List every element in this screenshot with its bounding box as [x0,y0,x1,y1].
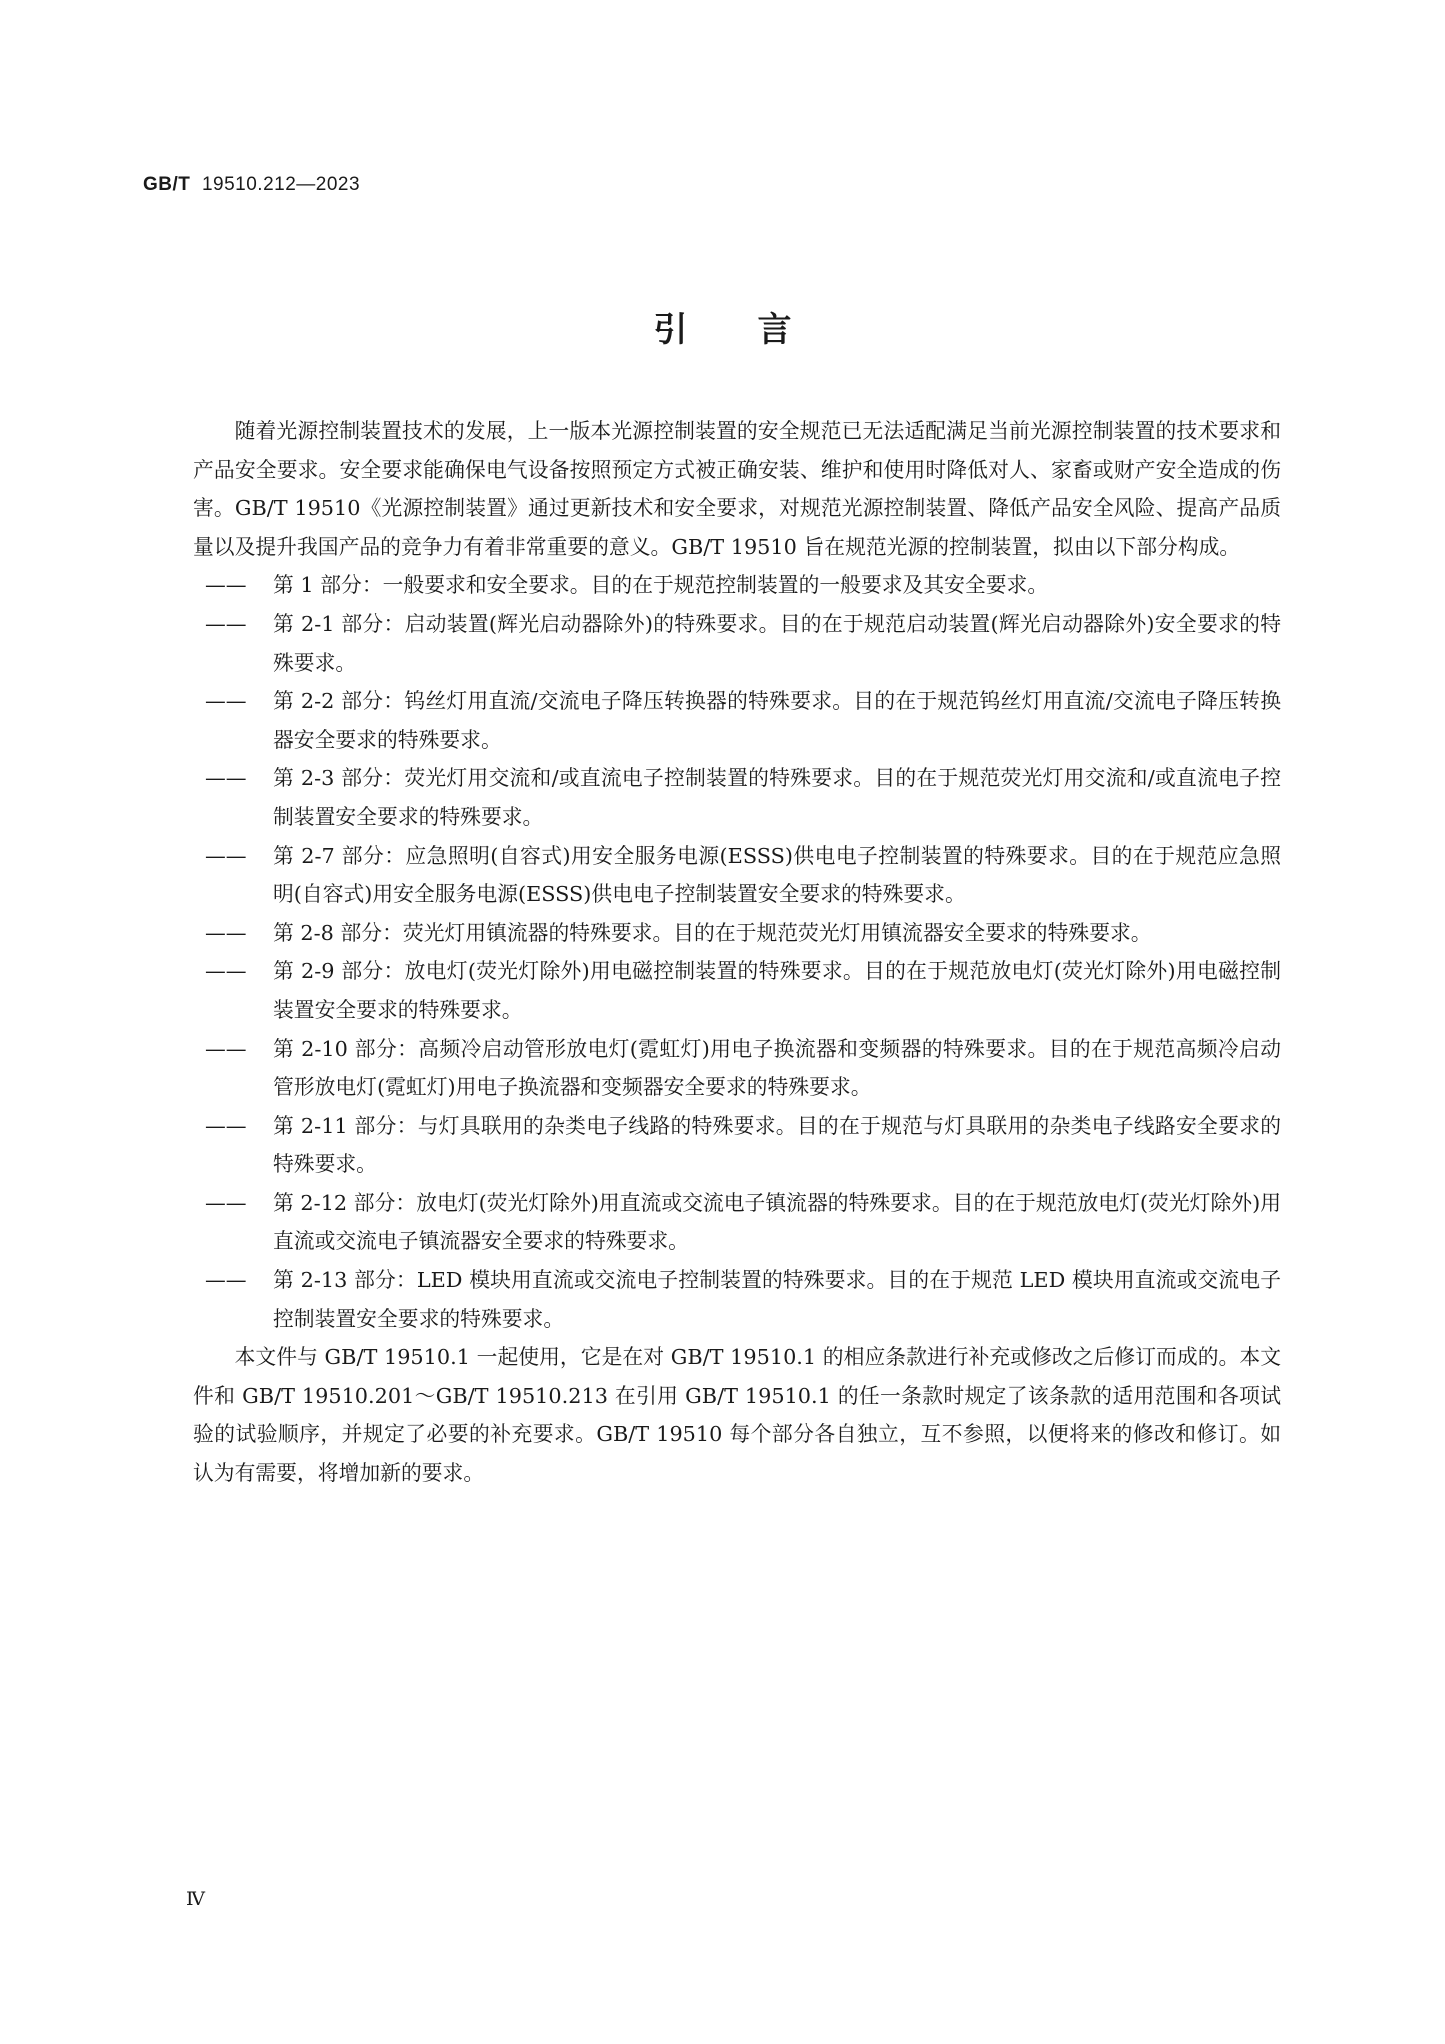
dash-marker: —— [205,843,247,868]
intro-paragraph: 随着光源控制装置技术的发展，上一版本光源控制装置的安全规范已无法适配满足当前光源控制装置的技术要求和产品安全要求。安全要求能确保电气设备按照预定方式被正确安装、维护和使用时降低对人、家畜或财产安全造成的伤害。GB/T 19510《光源控制装置》通过更新技术和安全要求，对规范光源控制装置、降低产品安全风险、提高产品质量以及提升我国产品的竞争力有着非常重要的意义。GB/T 19510 旨在规范光源的控制装置，拟由以下部分构成。 [193,419,1281,559]
part-text: 第 2-10 部分：高频冷启动管形放电灯(霓虹灯)用电子换流器和变频器的特殊要求。目的在于规范高频冷启动管形放电灯(霓虹灯)用电子换流器和变频器安全要求的特殊要求。 [273,1036,1281,1100]
part-text: 第 2-2 部分：钨丝灯用直流/交流电子降压转换器的特殊要求。目的在于规范钨丝灯用直流/交流电子降压转换器安全要求的特殊要求。 [273,689,1281,752]
list-item [205,1184,1281,1261]
closing-paragraph: 本文件与 GB/T 19510.1 一起使用，它是在对 GB/T 19510.1 的相应条款进行补充或修改之后修订而成的。本文件和 GB/T 19510.201～GB/T 19510.213 在引用 GB/T 19510.1 的任一条款时规定了该条款的适用范围和各项试验的试验顺序，并规定了必要的补充要求。GB/T 19510 每个部分各自独立，互不参照，以便将来的修改和修订。如认为有需要，将增加新的要求。 [193,1345,1281,1486]
standard-code-number: 19510.212—2023 [201,174,361,195]
part-text: 第 2-8 部分：荧光灯用镇流器的特殊要求。目的在于规范荧光灯用镇流器安全要求的特殊要求。 [273,920,1152,945]
dash-marker: —— [205,573,247,598]
list-item [205,952,1281,1029]
part-text: 第 2-13 部分：LED 模块用直流或交流电子控制装置的特殊要求。目的在于规范 LED 模块用直流或交流电子控制装置安全要求的特殊要求。 [273,1268,1281,1331]
dash-marker: —— [205,959,247,984]
list-item [205,914,1281,953]
dash-marker: —— [205,1190,247,1215]
page-title: 引言 [653,310,862,350]
part-text: 第 2-3 部分：荧光灯用交流和/或直流电子控制装置的特殊要求。目的在于规范荧光灯用交流和/或直流电子控制装置安全要求的特殊要求。 [273,766,1281,829]
part-text: 第 2-11 部分：与灯具联用的杂类电子线路的特殊要求。目的在于规范与灯具联用的杂类电子线路安全要求的特殊要求。 [273,1113,1281,1177]
standard-code [143,174,360,196]
part-text: 第 2-1 部分：启动装置(辉光启动器除外)的特殊要求。目的在于规范启动装置(辉光启动器除外)安全要求的特殊要求。 [273,611,1281,675]
list-item [205,605,1281,682]
part-text: 第 1 部分：一般要求和安全要求。目的在于规范控制装置的一般要求及其安全要求。 [273,573,1049,598]
dash-marker: —— [205,766,247,791]
standard-code-prefix: GB/T [143,174,191,195]
list-item [205,759,1281,836]
part-text: 第 2-9 部分：放电灯(荧光灯除外)用电磁控制装置的特殊要求。目的在于规范放电灯(荧光灯除外)用电磁控制装置安全要求的特殊要求。 [273,959,1281,1022]
list-item [205,1030,1281,1107]
dash-marker: —— [205,1268,247,1293]
dash-marker: —— [205,611,247,636]
parts-list [193,566,1281,1338]
list-item [205,682,1281,759]
dash-marker: —— [205,1036,247,1061]
page-number: Ⅳ [186,1888,205,1910]
list-item [205,1261,1281,1338]
list-item [205,1107,1281,1184]
dash-marker: —— [205,920,247,945]
dash-marker: —— [205,1113,247,1138]
list-item [205,566,1281,605]
document-body [193,412,1281,1493]
list-item [205,837,1281,914]
dash-marker: —— [205,689,247,714]
part-text: 第 2-7 部分：应急照明(自容式)用安全服务电源(ESSS)供电电子控制装置的特殊要求。目的在于规范应急照明(自容式)用安全服务电源(ESSS)供电电子控制装置安全要求的特殊要求。 [273,843,1281,907]
part-text: 第 2-12 部分：放电灯(荧光灯除外)用直流或交流电子镇流器的特殊要求。目的在于规范放电灯(荧光灯除外)用直流或交流电子镇流器安全要求的特殊要求。 [273,1190,1281,1254]
